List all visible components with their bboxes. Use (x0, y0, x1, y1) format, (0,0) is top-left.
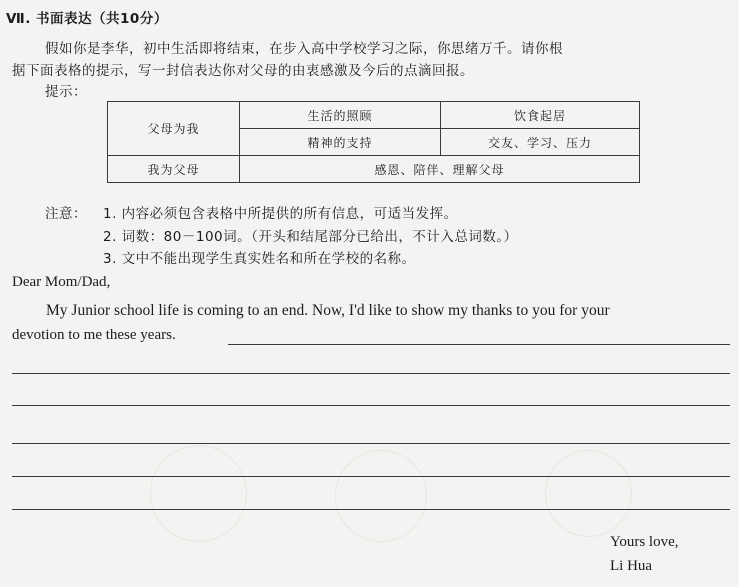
letter-salutation: Dear Mom/Dad, (12, 274, 111, 290)
instruction-line-2: 据下面表格的提示，写一封信表达你对父母的由衷感激及今后的点滴回报。 (12, 63, 474, 79)
table-cell-life-care: 生活的照顾 (240, 102, 441, 129)
writing-line (228, 344, 730, 345)
writing-line (12, 443, 730, 444)
note-item-3: 3. 文中不能出现学生真实姓名和所在学校的名称。 (103, 251, 416, 267)
table-cell-gratitude: 感恩、陪伴、理解父母 (240, 156, 640, 183)
writing-line (12, 476, 730, 477)
table-cell-me-for-parents: 我为父母 (108, 156, 240, 183)
letter-body-line-2: devotion to me these years. (12, 327, 176, 343)
table-cell-parents-for-me: 父母为我 (108, 102, 240, 156)
hint-label: 提示： (45, 84, 87, 100)
letter-body-line-1: My Junior school life is coming to an end. Now, I'd like to show my thanks to you for your (46, 302, 610, 319)
note-item-1: 1. 内容必须包含表格中所提供的所有信息，可适当发挥。 (103, 206, 458, 222)
table-cell-diet: 饮食起居 (441, 102, 640, 129)
letter-signature: Li Hua (610, 558, 653, 574)
writing-line (12, 509, 730, 510)
table-cell-spiritual-support: 精神的支持 (240, 129, 441, 156)
writing-line (12, 405, 730, 406)
writing-line (12, 373, 730, 374)
note-item-2: 2. 词数：80－100词。（开头和结尾部分已给出，不计入总词数。） (103, 229, 518, 245)
section-heading: Ⅶ. 书面表达（共10分） (6, 11, 168, 27)
notes-label: 注意： (45, 206, 87, 222)
table-cell-social-study-pressure: 交友、学习、压力 (441, 129, 640, 156)
instruction-line-1: 假如你是李华，初中生活即将结束，在步入高中学校学习之际，你思绪万千。请你根 (45, 41, 563, 57)
hint-table (107, 101, 640, 183)
letter-closing: Yours love, (610, 534, 679, 550)
